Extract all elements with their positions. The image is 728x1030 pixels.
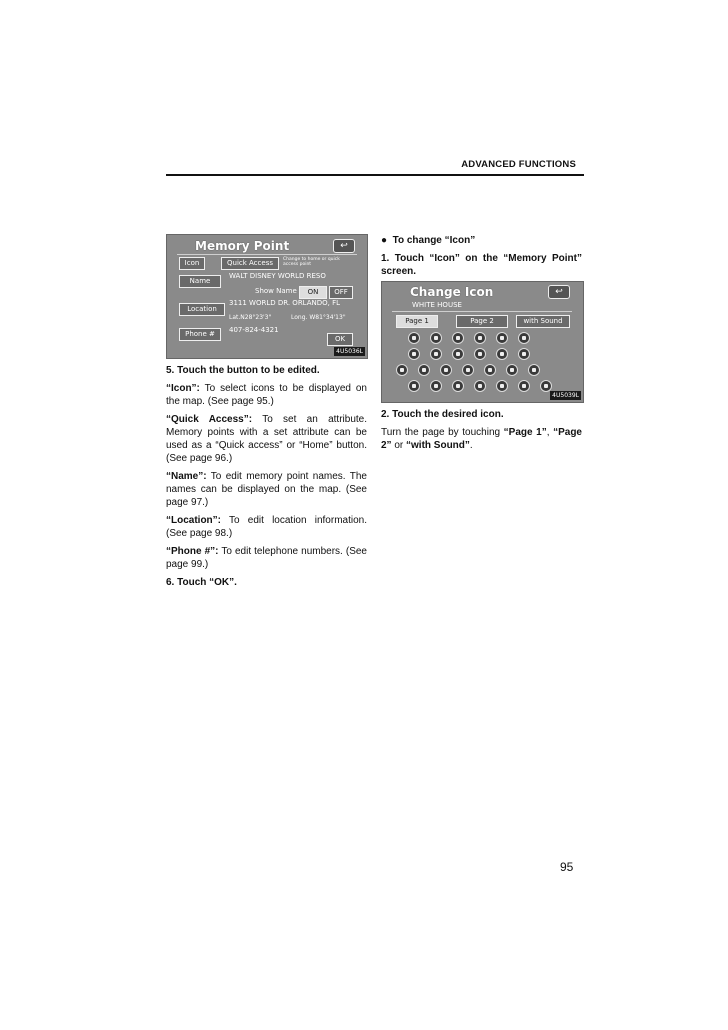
icon-button[interactable]: Icon	[179, 257, 205, 270]
map-icon[interactable]	[474, 348, 486, 360]
phone-value: 407-824-4321	[229, 326, 279, 334]
tab-with-sound[interactable]: with Sound	[516, 315, 570, 328]
map-icon[interactable]	[506, 364, 518, 376]
name-value: WALT DISNEY WORLD RESO	[229, 272, 326, 280]
quick-access-button[interactable]: Quick Access	[221, 257, 279, 270]
phone-description: “Phone #”: To edit telephone numbers. (See page 99.)	[166, 546, 367, 570]
map-icon[interactable]	[452, 348, 464, 360]
map-icon[interactable]	[528, 364, 540, 376]
left-column	[166, 364, 367, 594]
step-6: 6. Touch “OK”.	[166, 577, 237, 588]
icon-description: “Icon”: To select icons to be displayed on the map. (See page 95.)	[166, 383, 367, 407]
screen-title: Memory Point	[195, 239, 290, 253]
map-icon[interactable]	[418, 364, 430, 376]
bullet-heading: ● To change “Icon”	[381, 235, 476, 246]
map-icon[interactable]	[474, 332, 486, 344]
map-icon[interactable]	[484, 364, 496, 376]
longitude-value: Long. W81°34'13"	[291, 314, 346, 321]
location-description: “Location”: To edit location information. (See page 98.)	[166, 515, 367, 539]
show-name-label: Show Name	[255, 287, 297, 295]
bullet-icon: ●	[381, 235, 388, 246]
map-icon[interactable]	[408, 380, 420, 392]
memory-point-screenshot	[166, 234, 368, 359]
right-column-bottom	[381, 408, 582, 457]
on-button[interactable]: ON	[299, 286, 327, 299]
map-icon[interactable]	[496, 332, 508, 344]
map-icon[interactable]	[440, 364, 452, 376]
map-icon[interactable]	[518, 348, 530, 360]
off-button[interactable]: OFF	[329, 286, 353, 299]
ok-button[interactable]: OK	[327, 333, 353, 346]
name-description: “Name”: To edit memory point names. The names can be displayed on the map. (See page 97.)	[166, 471, 367, 508]
map-icon[interactable]	[430, 348, 442, 360]
map-icon[interactable]	[430, 380, 442, 392]
step-2: 2. Touch the desired icon.	[381, 409, 504, 420]
divider	[177, 254, 357, 255]
map-icon[interactable]	[474, 380, 486, 392]
tab-page-1[interactable]: Page 1	[396, 315, 438, 328]
map-icon[interactable]	[518, 332, 530, 344]
figure-code: 4U5039L	[552, 392, 579, 399]
change-note: Change to home or quick access point	[283, 257, 340, 267]
map-icon[interactable]	[452, 380, 464, 392]
location-button[interactable]: Location	[179, 303, 225, 316]
map-icon[interactable]	[408, 348, 420, 360]
name-button[interactable]: Name	[179, 275, 221, 288]
phone-button[interactable]: Phone #	[179, 328, 221, 341]
step-1: 1. Touch “Icon” on the “Memory Point” screen.	[381, 253, 582, 277]
map-icon[interactable]	[496, 348, 508, 360]
quick-access-description: “Quick Access”: To set an attribute. Memory points with a set attribute can be used as a “Quick access” or “Home” button. (See page 96.)	[166, 414, 367, 464]
screen-title: Change Icon	[410, 285, 494, 299]
tab-page-2[interactable]: Page 2	[456, 315, 508, 328]
map-icon[interactable]	[396, 364, 408, 376]
location-value: 3111 WORLD DR. ORLANDO, FL	[229, 299, 341, 307]
back-button[interactable]: ↩	[548, 285, 570, 299]
latitude-value: Lat.N28°23'3"	[229, 314, 272, 321]
map-icon[interactable]	[408, 332, 420, 344]
name-value: WHITE HOUSE	[412, 301, 462, 309]
right-column-top	[381, 234, 582, 283]
map-icon[interactable]	[518, 380, 530, 392]
map-icon[interactable]	[496, 380, 508, 392]
step-5: 5. Touch the button to be edited.	[166, 365, 320, 376]
page-number: 95	[560, 860, 574, 874]
running-header: ADVANCED FUNCTIONS	[461, 159, 576, 170]
map-icon[interactable]	[462, 364, 474, 376]
map-icon[interactable]	[452, 332, 464, 344]
back-button[interactable]: ↩	[333, 239, 355, 253]
change-icon-screenshot	[381, 281, 584, 403]
figure-code: 4U5036L	[336, 348, 363, 355]
page-turn-instruction: Turn the page by touching “Page 1”, “Page 2” or “with Sound”.	[381, 427, 582, 451]
header-rule	[166, 174, 584, 176]
icon-grid	[382, 282, 583, 402]
map-icon[interactable]	[430, 332, 442, 344]
